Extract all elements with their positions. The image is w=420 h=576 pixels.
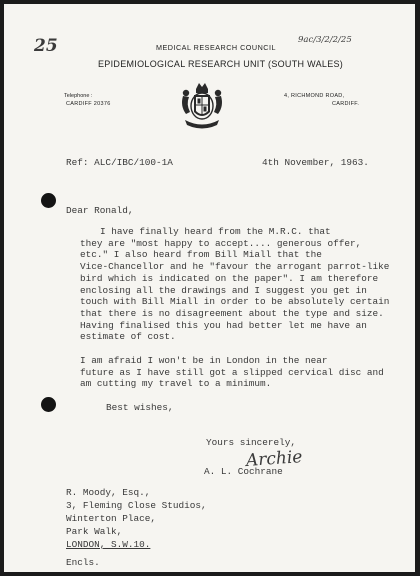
letter-date: 4th November, 1963. (262, 157, 369, 168)
recipient-line-1: R. Moody, Esq., (66, 487, 151, 498)
paragraph-2: I am afraid I won't be in London in the near future as I have still got a slipped cervical disc and am cutting my travel to a minimum. (80, 355, 384, 390)
address-line1: 4, RICHMOND ROAD, (284, 93, 345, 99)
handwritten-signature: Archie (245, 447, 304, 471)
recipient-line-5: LONDON, S.W.10. (66, 539, 151, 550)
signatory-name: A. L. Cochrane (204, 466, 283, 477)
letterhead-org: MEDICAL RESEARCH COUNCIL (156, 43, 276, 52)
letter-reference: Ref: ALC/IBC/100-1A (66, 157, 173, 168)
punch-hole-bottom (41, 397, 56, 412)
archive-reference: 9ac/3/2/2/25 (298, 35, 352, 45)
archive-corner-mark: 25 (34, 36, 58, 56)
telephone-label: Telephone : (64, 93, 93, 99)
royal-coat-of-arms-icon (177, 80, 227, 134)
salutation: Dear Ronald, (66, 205, 134, 216)
telephone-value: CARDIFF 20376 (66, 101, 111, 107)
closing-best-wishes: Best wishes, (106, 402, 174, 413)
recipient-line-2: 3, Fleming Close Studios, (66, 500, 207, 511)
recipient-line-4: Park Walk, (66, 526, 123, 537)
address-line2: CARDIFF. (332, 101, 360, 107)
paragraph-1: I have finally heard from the M.R.C. that they are "most happy to accept.... generous offer, etc." I also heard from Bill Miall that the Vice-Chancellor and he "favour the arrogant parrot-like bird which is indicated on the paper". I am therefore enclosing all the drawings and I suggest you get in touch with Bill Miall in order to be absolutely certain that there is no disagreement about the type and size. Having finalised this you had better let me have an estimate of cost. (80, 226, 390, 343)
closing-yours-sincerely: Yours sincerely, (206, 437, 297, 448)
enclosure-note: Encls. (66, 557, 100, 568)
punch-hole-top (41, 193, 56, 208)
recipient-line-3: Winterton Place, (66, 513, 157, 524)
letterhead-unit: EPIDEMIOLOGICAL RESEARCH UNIT (SOUTH WALES) (98, 59, 344, 69)
